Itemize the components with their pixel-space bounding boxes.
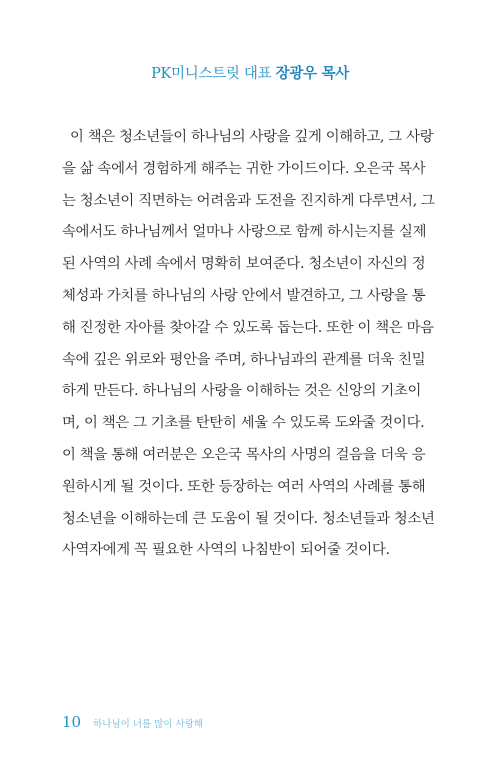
text-line: 이 책은 청소년들이 하나님의 사랑을 깊게 이해하고, 그 사랑 — [70, 129, 434, 145]
text-line: 을 삶 속에서 경험하게 해주는 귀한 가이드이다. 오은국 목사 — [62, 160, 426, 177]
running-book-title: 하나님이 너를 많이 사랑해 — [93, 719, 204, 730]
text-line: 청소년을 이해하는데 큰 도움이 될 것이다. 청소년들과 청소년 — [62, 510, 435, 527]
page-header — [0, 62, 500, 83]
text-line: 사역자에게 꼭 필요한 사역의 나침반이 되어줄 것이다. — [62, 542, 390, 559]
page-number: 10 — [62, 713, 82, 731]
author-name: 장광우 목사 — [275, 66, 349, 82]
text-line: 원하시게 될 것이다. 또한 등장하는 여러 사역의 사례를 통해 — [62, 478, 426, 495]
text-line: 는 청소년이 직면하는 어려움과 도전을 진지하게 다루면서, 그 — [62, 192, 435, 209]
text-line: 며, 이 책은 그 기초를 탄탄히 세울 수 있도록 도와줄 것이다. — [62, 415, 425, 432]
text-line: 해 진정한 자아를 찾아갈 수 있도록 돕는다. 또한 이 책은 마음 — [62, 319, 434, 336]
text-line: 체성과 가치를 하나님의 사랑 안에서 발견하고, 그 사랑을 통 — [62, 287, 426, 304]
body-paragraph — [62, 122, 435, 567]
text-line: 하게 만든다. 하나님의 사랑을 이해하는 것은 신앙의 기초이 — [62, 383, 422, 400]
page-footer — [62, 713, 203, 733]
text-line: 속에 깊은 위로와 평안을 주며, 하나님과의 관계를 더욱 친밀 — [62, 351, 426, 368]
text-line: 된 사역의 사례 속에서 명확히 보여준다. 청소년이 자신의 정 — [62, 256, 426, 273]
text-line: 이 책을 통해 여러분은 오은국 목사의 사명의 걸음을 더욱 응 — [62, 446, 426, 463]
text-line: 속에서도 하나님께서 얼마나 사랑으로 함께 하시는지를 실제 — [62, 224, 427, 241]
author-role: PK미니스트릿 대표 — [151, 66, 272, 82]
